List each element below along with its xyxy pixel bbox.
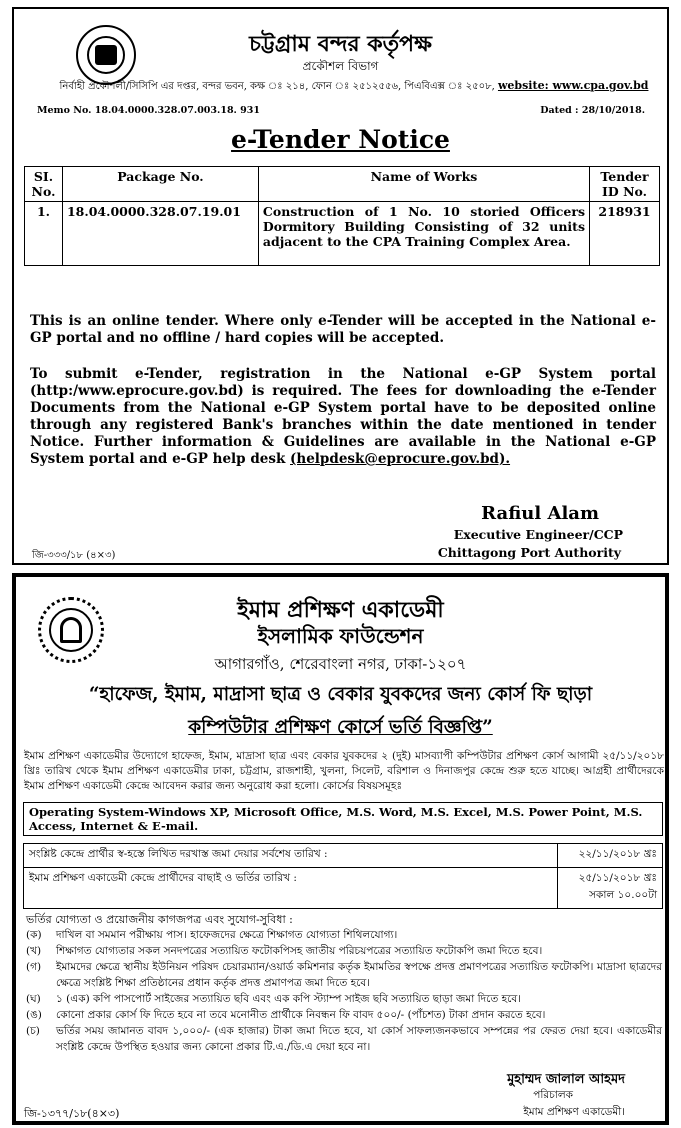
col-header-works: Name of Works xyxy=(258,167,589,202)
org-title: চট্টগ্রাম বন্দর কর্তৃপক্ষ xyxy=(249,31,432,57)
memo-number: Memo No. 18.04.0000.328.07.003.18. 931 xyxy=(37,105,260,116)
list-item xyxy=(26,991,662,1007)
item-text: শিক্ষাগত যোগ্যতার সকল সনদপত্রের সত্যায়িত ফটোকপিসহ জাতীয় পরিচয়পত্রের সত্যায়িত ফটোকপি জমা দিতে হবে। xyxy=(56,945,543,957)
item-marker: (খ) xyxy=(26,945,42,957)
course-subjects: Operating System-Windows XP, Microsoft Office, M.S. Word, M.S. Excel, M.S. Power Point, M.S. Access, Internet & E-mail. xyxy=(23,802,663,836)
signer-organization: Chittagong Port Authority xyxy=(437,545,621,560)
reference-code: জি-৩৩৩/১৮ (৪×৩) xyxy=(32,550,116,561)
list-item xyxy=(26,943,662,959)
signer-title: Executive Engineer/CCP xyxy=(453,527,623,542)
registration-paragraph xyxy=(30,366,656,468)
date-label: ইমাম প্রশিক্ষণ একাডেমী কেন্দ্রে প্রার্থীদের বাছাই ও ভর্তির তারিখ : xyxy=(24,868,558,909)
item-text: ভর্তির সময় জামানত বাবদ ১,০০০/- (এক হাজার) টাকা জমা দিতে হবে, যা কোর্স সাফল্যজনকভাবে সম্পন্নের পর ফেরত দেয়া হবে। একাডেমীর সংশ্লিষ্ট কেন্দ্রে উপস্থিত হওয়ার জন্য কোনো প্রকার টি.এ./ডি.এ দেয়া হবে না। xyxy=(56,1025,662,1053)
org-contact xyxy=(54,79,654,96)
date-value-line-1: ২৫/১১/২০১৮ খ্রঃ xyxy=(578,872,657,884)
item-text: দাখিল বা সমমান পরীক্ষায় পাস। হাফেজদের ক্ষেত্রে শিক্ষাগত যোগ্যতা শিথিলযোগ্য। xyxy=(56,929,398,941)
item-marker: (ঘ) xyxy=(26,993,41,1005)
item-text: ১ (এক) কপি পাসপোর্ট সাইজের সত্যায়িত ছবি এবং এক কপি স্ট্যাম্প সাইজ ছবি সত্যায়িত ছাড়া জমা দিতে হবে। xyxy=(56,993,521,1005)
signer-title: পরিচালক xyxy=(533,1089,573,1101)
notice-title-text: e-Tender Notice xyxy=(231,125,450,154)
table-row xyxy=(24,868,663,909)
col-header-sl: SI. No. xyxy=(25,167,63,202)
dates-table xyxy=(23,843,663,909)
foundation-title: ইসলামিক ফাউন্ডেশন xyxy=(257,624,424,648)
headline-line-2: কম্পিউটার প্রশিক্ষণ কোর্সে ভর্তি বিজ্ঞপ্তি” xyxy=(188,717,493,738)
notice-title xyxy=(14,125,667,154)
website-link[interactable]: website: www.cpa.gov.bd xyxy=(497,79,649,92)
cpa-tender-notice xyxy=(12,7,669,565)
table-row xyxy=(24,844,663,868)
org-department: প্রকৌশল বিভাগ xyxy=(302,59,379,73)
academy-address: আগারগাঁও, শেরেবাংলা নগর, ঢাকা-১২০৭ xyxy=(214,655,467,673)
intro-paragraph: ইমাম প্রশিক্ষণ একাডেমীর উদ্যোগে হাফেজ, ইমাম, মাদ্রাসা ছাত্র এবং বেকার যুবকদের ২ (দুই) মাসব্যাপী কম্পিউটার প্রশিক্ষণ কোর্স আগামী ২৫/১১/২০১৮ খ্রিঃ তারিখ থেকে ইমাম প্রশিক্ষণ একাডেমীর ঢাকা, চট্টগ্রাম, রাজশাহী, খুলনা, সিলেট, বরিশাল ও দিনাজপুর কেন্দ্রে শুরু হতে যাচ্ছে। আগ্রহী প্রার্থীদেরকে ইমাম প্রশিক্ষণ একাডেমী কেন্দ্রে আবেদন করার জন্য অনুরোধ করা হলো। কোর্সের বিষয়সমূহঃ xyxy=(24,750,664,792)
cell-tender-id: 218931 xyxy=(590,202,660,266)
date-value-line-2: সকাল ১০.০০টা xyxy=(589,889,657,901)
signer-organization: ইমাম প্রশিক্ষণ একাডেমী। xyxy=(523,1106,625,1118)
item-marker: (ক) xyxy=(26,929,42,941)
cell-package: 18.04.0000.328.07.19.01 xyxy=(62,202,258,266)
reference-code: জি-১৩৭৭/১৮(৪×৩) xyxy=(24,1107,120,1120)
col-header-package: Package No. xyxy=(62,167,258,202)
item-marker: (ঙ) xyxy=(26,1009,42,1021)
contact-text: নির্বাহী প্রকৌশলী/সিসিপি এর দপ্তর, বন্দর ভবন, কক্ষ ঃ ২১৪, ফোন ঃ ২৫১২৫৫৬, পিএবিএক্স ঃ ২৫০৮, xyxy=(59,81,498,92)
signer-name: মুহাম্মদ জালাল আহমদ xyxy=(507,1072,625,1087)
requirements-heading: ভর্তির যোগ্যতা ও প্রয়োজনীয় কাগজপত্র এবং সুযোগ-সুবিধা : xyxy=(26,913,293,926)
memo-date: Dated : 28/10/2018. xyxy=(540,105,645,116)
cell-work: Construction of 1 No. 10 storied Officers Dormitory Building Consisting of 32 units adjacent to the CPA Training Complex Area. xyxy=(258,202,589,266)
academy-title: ইমাম প্রশিক্ষণ একাডেমী xyxy=(237,597,444,623)
item-marker: (চ) xyxy=(26,1025,40,1037)
table-header-row xyxy=(25,167,660,202)
date-value xyxy=(558,868,663,909)
item-text: ইমামদের ক্ষেত্রে স্থানীয় ইউনিয়ন পরিষদ চেয়ারম্যান/ওয়ার্ড কমিশনার কর্তৃক ইমামতির স্বপক্ষে প্রদত্ত প্রমাণপত্রের সত্যায়িত ফটোকপি। মাদ্রাসা ছাত্রদের ক্ষেত্রে সংশ্লিষ্ট শিক্ষা প্রতিষ্ঠানের প্রধান কর্তৃক প্রদত্ত প্রমাণপত্র জমা দিতে হবে। xyxy=(56,961,662,989)
signer-name: Rafiul Alam xyxy=(481,503,599,524)
item-marker: (গ) xyxy=(26,961,42,973)
item-text: কোনো প্রকার কোর্স ফি দিতে হবে না তবে মনোনীত প্রার্থীকে নিবন্ধন ফি বাবদ ৫০০/- (পাঁচশত) টাকা প্রদান করতে হবে। xyxy=(56,1009,546,1021)
table-row xyxy=(25,202,660,266)
works-table xyxy=(24,166,660,266)
list-item xyxy=(26,1023,662,1055)
registration-text: To submit e-Tender, registration in the National e-GP System portal (http:/www.eprocure.gov.bd) is required. The fees for downloading the e-Tender Documents from the National e-GP System portal have to be deposited online through any registered Bank's branches within the date mentioned in tender Notice. Further information & Guidelines are available in the National e-GP System portal and e-GP help desk xyxy=(30,366,656,467)
online-tender-paragraph: This is an online tender. Where only e-Tender will be accepted in the National e-GP portal and no offline / hard copies will be accepted. xyxy=(30,313,656,346)
cell-sl: 1. xyxy=(25,202,63,266)
col-header-tender-id: Tender ID No. xyxy=(590,167,660,202)
helpdesk-link[interactable]: (helpdesk@eprocure.gov.bd). xyxy=(290,451,511,467)
date-value: ২২/১১/২০১৮ খ্রঃ xyxy=(558,844,663,868)
imam-academy-notice xyxy=(12,573,669,1125)
list-item xyxy=(26,959,662,991)
requirements-list xyxy=(26,927,662,1055)
headline-line-1: “হাফেজ, ইমাম, মাদ্রাসা ছাত্র ও বেকার যুবকদের জন্য কোর্স ফি ছাড়া xyxy=(88,684,593,705)
list-item xyxy=(26,1007,662,1023)
list-item xyxy=(26,927,662,943)
date-label: সংশ্লিষ্ট কেন্দ্রে প্রার্থীর স্ব-হস্তে লিখিত দরখাস্ত জমা দেয়ার সর্বশেষ তারিখ : xyxy=(24,844,558,868)
